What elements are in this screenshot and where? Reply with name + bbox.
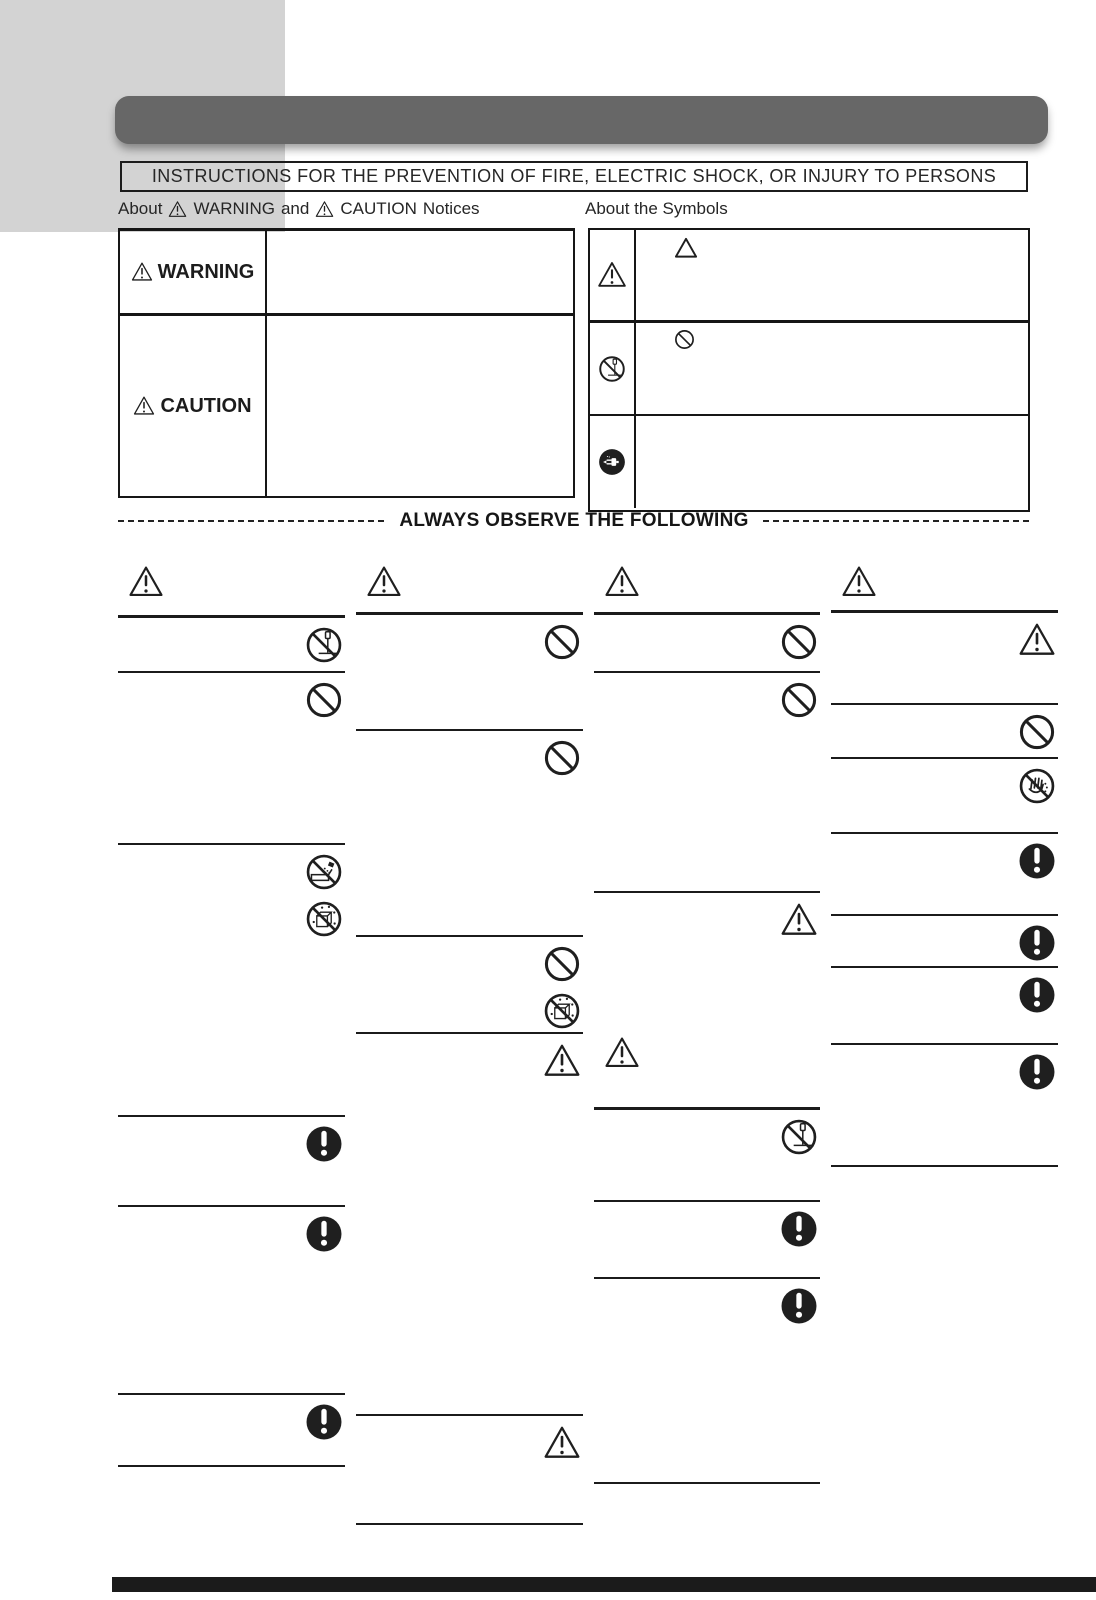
item-icons bbox=[305, 681, 343, 719]
symbols-table bbox=[588, 228, 1030, 512]
item-icons bbox=[305, 1125, 343, 1163]
about-notices-heading bbox=[118, 198, 480, 220]
mandatory-icon bbox=[780, 1210, 818, 1248]
safety-item bbox=[118, 845, 345, 1115]
safety-column-2 bbox=[356, 552, 583, 1525]
item-icons bbox=[543, 1424, 581, 1462]
safety-item bbox=[831, 834, 1058, 914]
warning-triangle-icon bbox=[543, 1424, 581, 1462]
prohibition-icon bbox=[780, 623, 818, 661]
column-section-header bbox=[118, 552, 345, 615]
no-wet-icon bbox=[305, 900, 343, 938]
caution-label: CAUTION bbox=[160, 394, 252, 417]
page-bottom-bar bbox=[112, 1577, 1096, 1592]
item-icons bbox=[780, 681, 818, 719]
warning-triangle-icon bbox=[128, 564, 164, 600]
item-icons bbox=[305, 626, 343, 664]
warning-triangle-icon bbox=[841, 564, 877, 600]
mandatory-icon bbox=[1018, 976, 1056, 1014]
column-section-header bbox=[831, 552, 1058, 610]
item-icons bbox=[780, 1287, 818, 1325]
safety-item bbox=[594, 1110, 821, 1200]
no-disassemble-icon bbox=[780, 1118, 818, 1156]
no-touch-icon bbox=[1018, 767, 1056, 805]
safety-item bbox=[831, 613, 1058, 703]
prohibition-icon bbox=[543, 945, 581, 983]
instructions-title-box bbox=[120, 161, 1028, 192]
item-icons bbox=[305, 1403, 343, 1441]
warning-triangle-icon bbox=[315, 200, 334, 219]
warning-triangle-icon bbox=[604, 564, 640, 600]
triangle-outline-icon bbox=[674, 236, 698, 260]
mandatory-icon bbox=[780, 1287, 818, 1325]
symbol-row-prohibition bbox=[590, 323, 1028, 416]
prohibition-icon bbox=[305, 681, 343, 719]
warning-triangle-icon bbox=[1018, 621, 1056, 659]
item-icons bbox=[543, 945, 581, 1030]
warning-triangle-icon bbox=[168, 200, 187, 219]
safety-item bbox=[831, 705, 1058, 757]
safety-item bbox=[118, 1207, 345, 1393]
item-icons bbox=[305, 1215, 343, 1253]
warning-label-cell bbox=[120, 231, 267, 313]
prohibition-icon bbox=[1018, 713, 1056, 751]
symbol-description-cell bbox=[636, 323, 1028, 414]
mandatory-icon bbox=[305, 1125, 343, 1163]
no-disassemble-icon bbox=[305, 626, 343, 664]
safety-item bbox=[594, 893, 821, 990]
item-divider bbox=[831, 1165, 1058, 1167]
item-icons bbox=[543, 1042, 581, 1080]
safety-item bbox=[118, 673, 345, 843]
safety-column-1 bbox=[118, 552, 345, 1467]
item-icons bbox=[1018, 842, 1056, 880]
mandatory-icon bbox=[1018, 842, 1056, 880]
caution-notice-row bbox=[120, 316, 573, 496]
safety-item bbox=[831, 759, 1058, 832]
prohibition-icon bbox=[543, 739, 581, 777]
symbol-row-mandatory bbox=[590, 416, 1028, 508]
item-icons bbox=[1018, 976, 1056, 1014]
about-notices-prefix: About bbox=[118, 199, 163, 218]
about-notices-and: and bbox=[280, 199, 310, 218]
divider-dash-right bbox=[763, 520, 1030, 522]
caution-word: CAUTION bbox=[340, 199, 417, 218]
safety-item bbox=[831, 968, 1058, 1043]
symbol-description-cell bbox=[636, 416, 1028, 508]
item-icons bbox=[543, 623, 581, 661]
safety-item bbox=[118, 618, 345, 671]
safety-column-3 bbox=[594, 552, 821, 1484]
page-title-bar bbox=[115, 96, 1048, 144]
safety-item bbox=[356, 1416, 583, 1523]
safety-item bbox=[356, 937, 583, 1032]
about-symbols-heading: About the Symbols bbox=[585, 199, 728, 218]
symbol-description-cell bbox=[636, 230, 1028, 320]
column-section-header bbox=[356, 552, 583, 612]
safety-item bbox=[594, 673, 821, 891]
always-observe-divider bbox=[118, 510, 1030, 532]
mandatory-icon bbox=[1018, 1053, 1056, 1091]
warning-notice-row bbox=[120, 231, 573, 316]
item-icons bbox=[780, 1210, 818, 1248]
mandatory-icon bbox=[305, 1215, 343, 1253]
warning-description-cell bbox=[267, 231, 573, 313]
safety-item bbox=[831, 916, 1058, 966]
item-icons bbox=[780, 901, 818, 939]
instructions-title: INSTRUCTIONS FOR THE PREVENTION OF FIRE, ELECTRIC SHOCK, OR INJURY TO PERSONS bbox=[151, 166, 997, 186]
unplug-icon bbox=[598, 448, 626, 476]
safety-columns bbox=[118, 552, 1058, 1525]
item-icons bbox=[543, 739, 581, 777]
warning-triangle-icon bbox=[133, 395, 155, 417]
item-icons bbox=[1018, 1053, 1056, 1091]
safety-item bbox=[356, 1034, 583, 1414]
prohibition-icon bbox=[674, 329, 695, 350]
mandatory-icon bbox=[1018, 924, 1056, 962]
warning-triangle-icon bbox=[131, 261, 153, 283]
item-divider bbox=[594, 1482, 821, 1484]
warning-triangle-icon bbox=[780, 901, 818, 939]
column-section-header bbox=[594, 552, 821, 612]
safety-item bbox=[594, 1279, 821, 1482]
item-icons bbox=[1018, 924, 1056, 962]
symbol-row-alert bbox=[590, 230, 1028, 323]
item-icons bbox=[1018, 621, 1056, 659]
item-icons bbox=[1018, 767, 1056, 805]
safety-item bbox=[356, 731, 583, 935]
about-notices-suffix: Notices bbox=[422, 199, 480, 218]
safety-column-4 bbox=[831, 552, 1058, 1167]
item-icons bbox=[780, 1118, 818, 1156]
safety-item bbox=[118, 1395, 345, 1465]
warning-word: WARNING bbox=[193, 199, 275, 218]
safety-item bbox=[831, 1045, 1058, 1165]
no-disassemble-icon bbox=[598, 355, 626, 383]
warning-triangle-icon bbox=[543, 1042, 581, 1080]
no-shower-icon bbox=[305, 853, 343, 891]
prohibition-icon bbox=[543, 623, 581, 661]
caution-description-cell bbox=[267, 316, 573, 496]
item-icons bbox=[305, 853, 343, 938]
always-observe-text: ALWAYS OBSERVE THE FOLLOWING bbox=[399, 510, 749, 531]
safety-item bbox=[594, 1202, 821, 1277]
item-icons bbox=[780, 623, 818, 661]
notices-table bbox=[118, 228, 575, 498]
safety-item bbox=[594, 615, 821, 671]
warning-triangle-icon bbox=[597, 260, 627, 290]
item-divider bbox=[356, 1523, 583, 1525]
prohibition-icon bbox=[780, 681, 818, 719]
caution-label-cell bbox=[120, 316, 267, 496]
item-icons bbox=[1018, 713, 1056, 751]
divider-dash-left bbox=[118, 520, 385, 522]
warning-triangle-icon bbox=[604, 1035, 640, 1071]
no-wet-icon bbox=[543, 992, 581, 1030]
safety-item bbox=[118, 1117, 345, 1205]
warning-triangle-icon bbox=[366, 564, 402, 600]
item-divider bbox=[118, 1465, 345, 1467]
safety-item bbox=[356, 615, 583, 729]
column-section-header bbox=[594, 990, 821, 1107]
mandatory-icon bbox=[305, 1403, 343, 1441]
warning-label: WARNING bbox=[157, 260, 255, 283]
